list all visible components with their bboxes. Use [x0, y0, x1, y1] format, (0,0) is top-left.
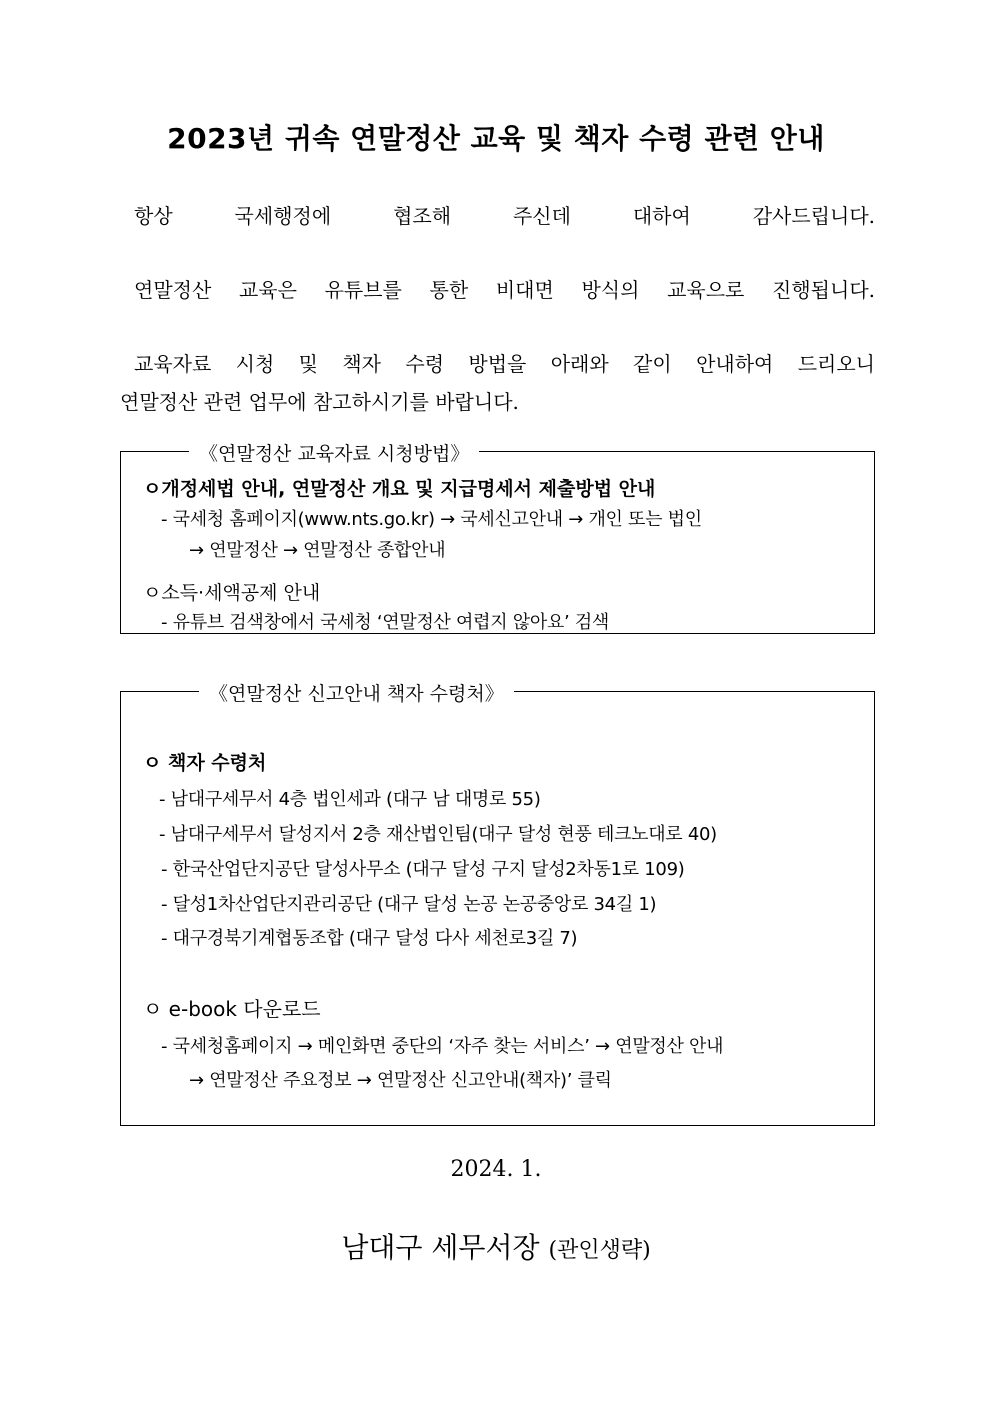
guidance-paragraph-line2: 연말정산 관련 업무에 참고하시기를 바랍니다.	[120, 390, 519, 414]
list-item: - 한국산업단지공단 달성사무소 (대구 달성 구지 달성2차동1로 109)	[161, 859, 685, 880]
seal-note: (관인생략)	[548, 1238, 651, 1263]
list-item-continued: → 연말정산 → 연말정산 종합안내	[189, 540, 446, 561]
list-item: - 유튜브 검색창에서 국세청 ‘연말정산 여렵지 않아요’ 검색	[161, 612, 610, 633]
viewing-method-box-title: 《연말정산 교육자료 시청방법》	[189, 439, 479, 466]
guidance-paragraph-line1: 교육자료 시청 및 책자 수령 방법을 아래와 같이 안내하여 드리오니	[134, 352, 875, 376]
document-date: 2024. 1.	[450, 1157, 542, 1182]
list-item: - 국세청 홈페이지(www.nts.go.kr) → 국세신고안내 → 개인 또는 법인	[161, 509, 702, 530]
list-item: - 남대구세무서 달성지서 2층 재산법인팀(대구 달성 현풍 테크노대로 40)	[159, 824, 717, 845]
list-item: - 달성1차산업단지관리공단 (대구 달성 논공 논공중앙로 34길 1)	[161, 894, 657, 915]
signer	[0, 1226, 992, 1266]
pickup-location-heading: ㅇ 책자 수령처	[143, 752, 267, 774]
deduction-section-heading: ㅇ소득·세액공제 안내	[143, 582, 321, 604]
list-item: - 국세청홈페이지 → 메인화면 중단의 ‘자주 찾는 서비스’ → 연말정산 안내	[161, 1036, 724, 1057]
list-item: - 대구경북기계협동조합 (대구 달성 다사 세천로3길 7)	[161, 928, 578, 949]
list-item: - 남대구세무서 4층 법인세과 (대구 남 대명로 55)	[159, 789, 541, 810]
booklet-pickup-box	[120, 683, 875, 1126]
booklet-pickup-box-title: 《연말정산 신고안내 책자 수령처》	[199, 679, 514, 706]
viewing-method-box	[120, 443, 875, 634]
ebook-download-heading: ㅇ e-book 다운로드	[143, 997, 321, 1021]
greeting-paragraph: 항상 국세행정에 협조해 주신데 대하여 감사드립니다.	[134, 204, 875, 228]
list-item-continued: → 연말정산 주요정보 → 연말정산 신고안내(책자)’ 클릭	[189, 1070, 612, 1091]
tax-law-section-heading: ㅇ개정세법 안내, 연말정산 개요 및 지급명세서 제출방법 안내	[143, 478, 656, 500]
education-paragraph: 연말정산 교육은 유튜브를 통한 비대면 방식의 교육으로 진행됩니다.	[134, 278, 875, 302]
document-title: 2023년 귀속 연말정산 교육 및 책자 수령 관련 안내	[167, 122, 825, 155]
signer-name: 남대구 세무서장	[341, 1231, 540, 1264]
